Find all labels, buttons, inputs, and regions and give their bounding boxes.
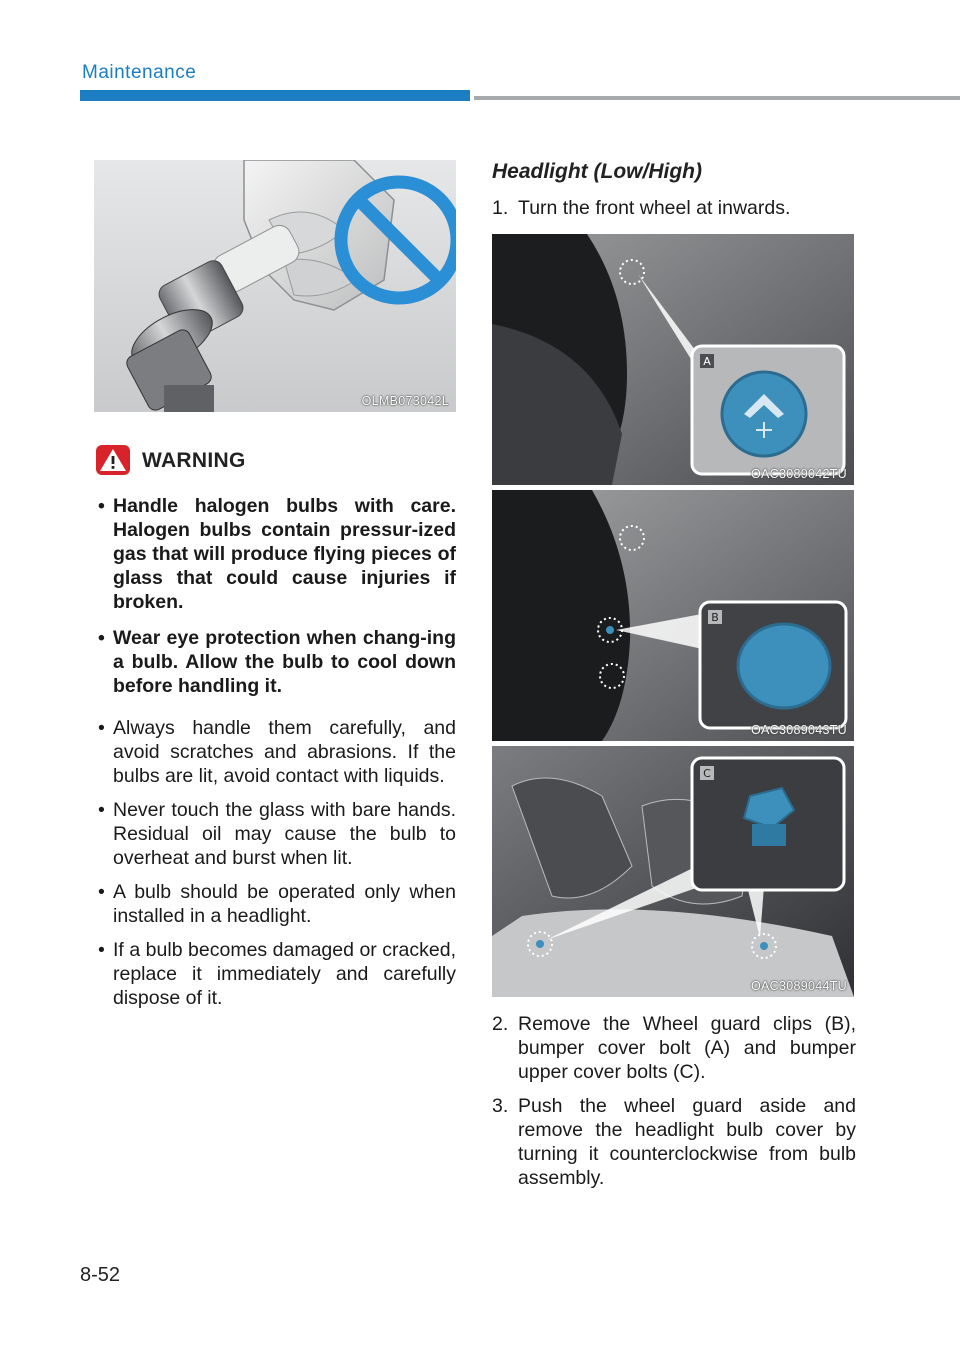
step-3	[492, 1094, 856, 1190]
halogen-bulb-illustration	[94, 160, 456, 412]
figure-code: OLMB073042L	[361, 394, 449, 408]
bumper-cover-bolt-illustration	[492, 234, 854, 485]
left-column	[94, 160, 456, 1020]
wheel-arch-photo-a	[492, 234, 854, 485]
header-rule-grey	[474, 96, 960, 100]
step-number: 3.	[492, 1095, 509, 1117]
photo-stack	[492, 234, 854, 997]
step-text: Remove the Wheel guard clips (B), bumper cover bolt (A) and bumper upper cover bolts (C).	[518, 1013, 856, 1083]
engine-bay-photo-c	[492, 746, 854, 997]
warning-item: • Handle halogen bulbs with care. Halogen bulbs contain pressur-ized gas that will produce flying pieces of glass that could cause injuries if broken.	[94, 494, 456, 614]
right-column	[492, 160, 856, 1200]
figure-code: OAC3089043TU	[750, 723, 847, 737]
halogen-bulb-figure	[94, 160, 456, 412]
note-item: • Never touch the glass with bare hands. Residual oil may cause the bulb to overheat and burst when lit.	[94, 798, 456, 870]
bumper-upper-cover-bolt-illustration	[492, 746, 854, 997]
headlight-title: Headlight (Low/High)	[492, 160, 702, 183]
section-title: Maintenance	[82, 62, 197, 83]
warning-list	[94, 494, 456, 698]
warning-item: • Wear eye protection when chang-ing a bulb. Allow the bulb to cool down before handling it.	[94, 626, 456, 698]
step-text: Turn the front wheel at inwards.	[518, 197, 791, 219]
step-1	[492, 196, 856, 220]
step-text: Push the wheel guard aside and remove the headlight bulb cover by turning it counterclockwise from bulb assembly.	[518, 1095, 856, 1189]
warning-icon	[96, 445, 130, 475]
page-number: 8-52	[80, 1264, 121, 1286]
wheel-arch-photo-b	[492, 490, 854, 741]
callout-letter: B	[711, 611, 719, 624]
note-item: • If a bulb becomes damaged or cracked, replace it immediately and carefully dispose of it.	[94, 938, 456, 1010]
warning-header	[94, 442, 456, 478]
figure-code: OAC3089042TU	[750, 467, 847, 481]
step-number: 2.	[492, 1013, 509, 1035]
step-2	[492, 1012, 856, 1084]
wheel-guard-clip-illustration	[492, 490, 854, 741]
removal-steps	[492, 1012, 856, 1190]
header-rule-blue	[80, 90, 470, 101]
note-item: • Always handle them carefully, and avoid scratches and abrasions. If the bulbs are lit, avoid contact with liquids.	[94, 716, 456, 788]
warning-title: WARNING	[142, 449, 246, 472]
bulb-handling-notes	[94, 716, 456, 1010]
figure-code: OAC3089044TU	[750, 979, 847, 993]
callout-letter: C	[703, 767, 711, 780]
callout-letter: A	[703, 355, 711, 368]
note-item: • A bulb should be operated only when installed in a headlight.	[94, 880, 456, 928]
step-number: 1.	[492, 197, 509, 219]
